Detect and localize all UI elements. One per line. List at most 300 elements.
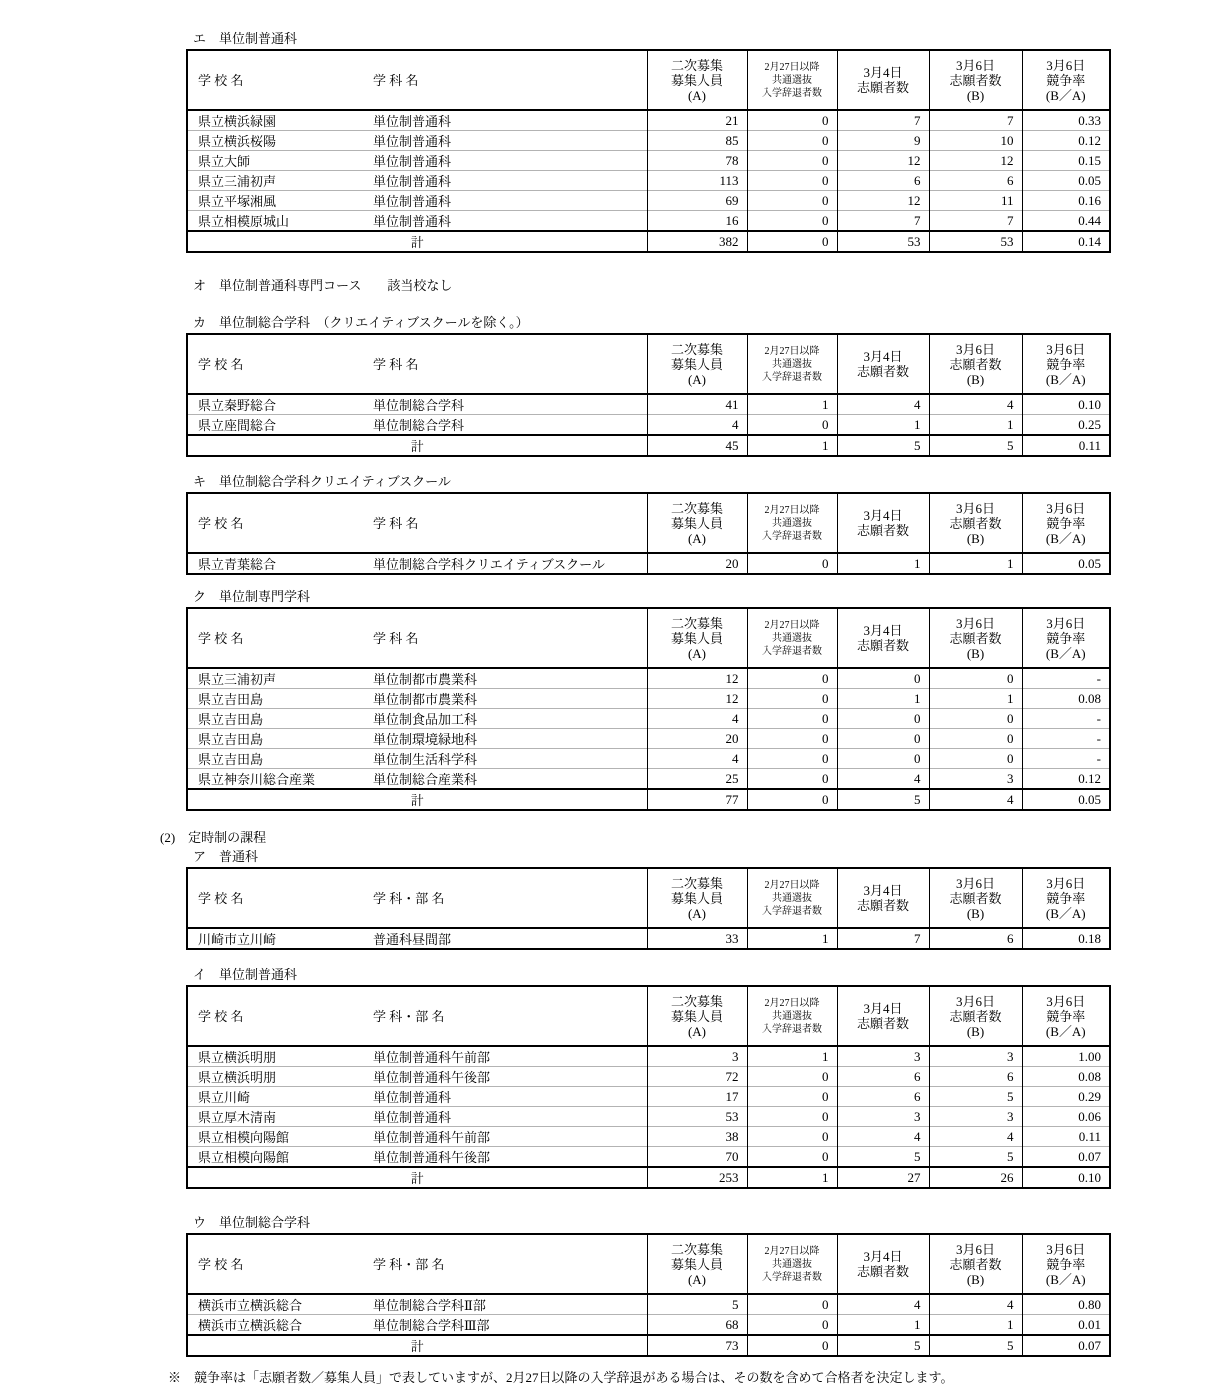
school-name: 県立横浜明朋 — [198, 1050, 277, 1065]
header-line: (A) — [687, 905, 707, 921]
cell-mar4: 5 — [837, 1147, 929, 1168]
cell-rate: - — [1022, 668, 1110, 689]
cell-mar6: 1 — [929, 415, 1022, 436]
header-withdraw — [747, 868, 837, 928]
school-name: 県立相模向陽館 — [198, 1150, 290, 1165]
total-row — [187, 1335, 1110, 1356]
total-withdraw: 0 — [747, 789, 837, 810]
header-rate — [1022, 334, 1110, 394]
cell-mar4: 7 — [837, 110, 929, 131]
header-line: 2月27日以降 — [764, 619, 820, 631]
header-dept-label: 学 科 名 — [373, 356, 419, 372]
cell-withdraw: 1 — [747, 1046, 837, 1067]
school-dept-cell — [187, 1147, 647, 1168]
header-line: 二次募集 — [670, 341, 723, 357]
table-row — [187, 110, 1110, 131]
cell-withdraw: 0 — [747, 1315, 837, 1336]
header-withdraw — [747, 1234, 837, 1294]
dept-name: 単位制普通科 — [373, 194, 452, 209]
header-line: 入学辞退者数 — [762, 1023, 822, 1035]
header-dept-label: 学 科・部 名 — [373, 890, 445, 906]
cell-mar6: 4 — [929, 1294, 1022, 1315]
cell-mar6: 11 — [929, 191, 1022, 211]
header-dept-label: 学 科 名 — [373, 630, 419, 646]
dept-name: 単位制普通科午前部 — [373, 1130, 491, 1145]
header-line: 3月6日 — [1046, 875, 1086, 891]
section-label: イ 単位制普通科 — [193, 967, 298, 982]
section-heading: (2) 定時制の課程 — [160, 830, 267, 845]
table-header-row — [187, 1234, 1110, 1294]
cell-withdraw: 0 — [747, 553, 837, 574]
dept-name: 単位制生活科学科 — [373, 752, 478, 767]
header-line: 3月6日 — [1046, 500, 1086, 516]
header-line: 競争率 — [1046, 72, 1086, 88]
table-row — [187, 1087, 1110, 1107]
school-dept-cell — [187, 1067, 647, 1087]
cell-recruit: 33 — [647, 928, 747, 949]
header-recruit — [647, 334, 747, 394]
cell-recruit: 12 — [647, 668, 747, 689]
header-line: 志願者数 — [949, 630, 1002, 646]
header-line: 2月27日以降 — [764, 61, 820, 73]
header-rate — [1022, 986, 1110, 1046]
cell-mar6: 0 — [929, 729, 1022, 749]
cell-withdraw: 0 — [747, 110, 837, 131]
dept-name: 単位制普通科午後部 — [373, 1070, 491, 1085]
header-line: (B) — [966, 530, 985, 546]
cell-mar4: 1 — [837, 553, 929, 574]
cell-mar4: 4 — [837, 769, 929, 790]
header-line: 入学辞退者数 — [762, 530, 822, 542]
dept-name: 単位制環境緑地科 — [373, 732, 478, 747]
cell-mar6: 3 — [929, 769, 1022, 790]
header-school-label: 学 校 名 — [198, 72, 244, 88]
header-line: 募集人員 — [670, 890, 723, 906]
table-row — [187, 928, 1110, 949]
cell-mar6: 0 — [929, 668, 1022, 689]
table-header-row — [187, 334, 1110, 394]
dept-name: 単位制普通科 — [373, 214, 452, 229]
cell-withdraw: 0 — [747, 171, 837, 191]
school-dept-cell — [187, 151, 647, 171]
cell-rate: 0.44 — [1022, 211, 1110, 232]
section-label: オ 単位制普通科専門コース 該当校なし — [193, 278, 453, 293]
cell-withdraw: 0 — [747, 415, 837, 436]
total-rate: 0.11 — [1022, 435, 1110, 456]
cell-mar4: 1 — [837, 689, 929, 709]
header-line: 3月6日 — [955, 1241, 995, 1257]
header-line: (B／A) — [1045, 87, 1086, 103]
header-line: (B) — [966, 87, 985, 103]
cell-rate: 0.08 — [1022, 689, 1110, 709]
table-row — [187, 1315, 1110, 1336]
cell-mar6: 12 — [929, 151, 1022, 171]
header-line: 3月6日 — [1046, 341, 1086, 357]
header-line: (B／A) — [1045, 1271, 1086, 1287]
cell-mar6: 5 — [929, 1147, 1022, 1168]
cell-withdraw: 0 — [747, 668, 837, 689]
school-dept-cell — [187, 928, 647, 949]
cell-withdraw: 0 — [747, 1107, 837, 1127]
total-rate: 0.05 — [1022, 789, 1110, 810]
header-line: 募集人員 — [670, 515, 723, 531]
dept-name: 単位制普通科 — [373, 1090, 452, 1105]
cell-rate: 0.15 — [1022, 151, 1110, 171]
school-name: 県立神奈川総合産業 — [198, 772, 316, 787]
cell-withdraw: 0 — [747, 191, 837, 211]
dept-name: 単位制総合学科Ⅱ部 — [373, 1298, 486, 1313]
header-line: (A) — [687, 87, 707, 103]
table-header-row — [187, 986, 1110, 1046]
header-line: 3月6日 — [1046, 615, 1086, 631]
header-line: 志願者数 — [949, 356, 1002, 372]
cell-recruit: 25 — [647, 769, 747, 790]
cell-recruit: 4 — [647, 415, 747, 436]
header-line: 共通選抜 — [772, 74, 812, 86]
header-line: 共通選抜 — [772, 1258, 812, 1270]
total-recruit: 73 — [647, 1335, 747, 1356]
table-row — [187, 211, 1110, 232]
cell-mar4: 12 — [837, 151, 929, 171]
total-withdraw: 1 — [747, 435, 837, 456]
table-row — [187, 553, 1110, 574]
header-applicants-mar6 — [929, 334, 1022, 394]
header-line: (B／A) — [1045, 905, 1086, 921]
table-row — [187, 191, 1110, 211]
cell-mar4: 1 — [837, 1315, 929, 1336]
table-row — [187, 1107, 1110, 1127]
cell-recruit: 20 — [647, 729, 747, 749]
cell-recruit: 17 — [647, 1087, 747, 1107]
header-line: 3月6日 — [955, 993, 995, 1009]
header-applicants-mar6 — [929, 493, 1022, 553]
table-row — [187, 1067, 1110, 1087]
school-dept-cell — [187, 709, 647, 729]
header-school-label: 学 校 名 — [198, 890, 244, 906]
table-row — [187, 1147, 1110, 1168]
cell-mar4: 7 — [837, 211, 929, 232]
header-withdraw — [747, 608, 837, 668]
cell-withdraw: 0 — [747, 1087, 837, 1107]
total-label-cell: 計 — [187, 1167, 647, 1188]
header-line: 志願者数 — [856, 898, 909, 913]
header-line: 二次募集 — [670, 1241, 723, 1257]
total-mar6: 5 — [929, 435, 1022, 456]
cell-mar4: 4 — [837, 394, 929, 415]
header-applicants-mar6 — [929, 868, 1022, 928]
total-label-cell: 計 — [187, 789, 647, 810]
table-row — [187, 749, 1110, 769]
footnote: ※ 競争率は「志願者数／募集人員」で表していますが、2月27日以降の入学辞退がある場合は、その数を含めて合格者を決定します。 — [168, 1370, 954, 1385]
cell-recruit: 78 — [647, 151, 747, 171]
header-line: (B／A) — [1045, 645, 1086, 661]
total-rate: 0.10 — [1022, 1167, 1110, 1188]
header-line: 3月4日 — [863, 623, 903, 638]
cell-mar6: 0 — [929, 709, 1022, 729]
cell-rate: - — [1022, 709, 1110, 729]
cell-withdraw: 0 — [747, 709, 837, 729]
table-header-row — [187, 50, 1110, 110]
admissions-table — [186, 607, 1111, 811]
table-row — [187, 729, 1110, 749]
cell-mar6: 7 — [929, 211, 1022, 232]
cell-mar6: 3 — [929, 1107, 1022, 1127]
header-line: 志願者数 — [856, 1016, 909, 1031]
header-school-dept — [187, 50, 647, 110]
dept-name: 単位制食品加工科 — [373, 712, 478, 727]
cell-recruit: 85 — [647, 131, 747, 151]
header-applicants-mar4 — [837, 50, 929, 110]
school-name: 県立吉田島 — [198, 712, 264, 727]
table-row — [187, 668, 1110, 689]
cell-recruit: 12 — [647, 689, 747, 709]
cell-rate: 0.01 — [1022, 1315, 1110, 1336]
header-line: 競争率 — [1046, 515, 1086, 531]
header-applicants-mar6 — [929, 50, 1022, 110]
school-name: 県立相模向陽館 — [198, 1130, 290, 1145]
total-withdraw: 1 — [747, 1167, 837, 1188]
header-school-label: 学 校 名 — [198, 515, 244, 531]
header-applicants-mar6 — [929, 608, 1022, 668]
cell-withdraw: 0 — [747, 1067, 837, 1087]
header-line: 競争率 — [1046, 890, 1086, 906]
school-name: 県立平塚湘風 — [198, 194, 277, 209]
header-line: 2月27日以降 — [764, 345, 820, 357]
cell-mar4: 12 — [837, 191, 929, 211]
cell-recruit: 69 — [647, 191, 747, 211]
school-dept-cell — [187, 1107, 647, 1127]
cell-withdraw: 0 — [747, 729, 837, 749]
table-row — [187, 769, 1110, 790]
cell-rate: 1.00 — [1022, 1046, 1110, 1067]
cell-mar6: 4 — [929, 394, 1022, 415]
dept-name: 単位制普通科午前部 — [373, 1050, 491, 1065]
header-line: 3月4日 — [863, 65, 903, 80]
header-line: (A) — [687, 1023, 707, 1039]
cell-recruit: 20 — [647, 553, 747, 574]
table-row — [187, 394, 1110, 415]
school-name: 県立相模原城山 — [198, 214, 290, 229]
total-label-cell: 計 — [187, 435, 647, 456]
school-name: 川崎市立川崎 — [198, 932, 277, 947]
dept-name: 単位制総合産業科 — [373, 772, 478, 787]
school-name: 県立横浜桜陽 — [198, 134, 277, 149]
cell-recruit: 4 — [647, 709, 747, 729]
school-name: 県立横浜緑園 — [198, 114, 277, 129]
section-label: エ 単位制普通科 — [193, 31, 298, 46]
total-recruit: 45 — [647, 435, 747, 456]
header-school-label: 学 校 名 — [198, 356, 244, 372]
section-label: ク 単位制専門学科 — [193, 589, 311, 604]
total-mar4: 5 — [837, 1335, 929, 1356]
header-line: 競争率 — [1046, 1008, 1086, 1024]
header-line: (A) — [687, 645, 707, 661]
school-dept-cell — [187, 553, 647, 574]
header-line: 3月4日 — [863, 1001, 903, 1016]
header-recruit — [647, 50, 747, 110]
header-dept-label: 学 科・部 名 — [373, 1256, 445, 1272]
cell-mar6: 1 — [929, 689, 1022, 709]
school-dept-cell — [187, 211, 647, 232]
header-line: 3月4日 — [863, 349, 903, 364]
cell-withdraw: 0 — [747, 1147, 837, 1168]
table-row — [187, 415, 1110, 436]
school-name: 県立座間総合 — [198, 418, 277, 433]
table-row — [187, 131, 1110, 151]
cell-rate: 0.05 — [1022, 171, 1110, 191]
admissions-table — [186, 333, 1111, 457]
cell-mar4: 4 — [837, 1294, 929, 1315]
header-line: (B／A) — [1045, 1023, 1086, 1039]
header-line: 共通選抜 — [772, 632, 812, 644]
header-line: 3月6日 — [955, 615, 995, 631]
header-school-dept — [187, 986, 647, 1046]
cell-mar6: 6 — [929, 1067, 1022, 1087]
header-rate — [1022, 608, 1110, 668]
cell-rate: 0.80 — [1022, 1294, 1110, 1315]
header-rate — [1022, 1234, 1110, 1294]
header-line: 2月27日以降 — [764, 1245, 820, 1257]
dept-name: 単位制都市農業科 — [373, 692, 478, 707]
header-line: 志願者数 — [856, 523, 909, 538]
header-line: 共通選抜 — [772, 358, 812, 370]
total-row — [187, 1167, 1110, 1188]
header-withdraw — [747, 50, 837, 110]
header-rate — [1022, 493, 1110, 553]
total-mar6: 53 — [929, 231, 1022, 252]
header-line: 二次募集 — [670, 615, 723, 631]
header-line: 2月27日以降 — [764, 879, 820, 891]
header-applicants-mar4 — [837, 334, 929, 394]
cell-recruit: 68 — [647, 1315, 747, 1336]
total-mar4: 53 — [837, 231, 929, 252]
header-line: (B／A) — [1045, 371, 1086, 387]
header-line: 2月27日以降 — [764, 997, 820, 1009]
cell-mar4: 0 — [837, 749, 929, 769]
total-label-cell: 計 — [187, 231, 647, 252]
header-line: 二次募集 — [670, 500, 723, 516]
header-line: 募集人員 — [670, 72, 723, 88]
cell-withdraw: 0 — [747, 1127, 837, 1147]
table-header-row — [187, 493, 1110, 553]
header-school-dept — [187, 1234, 647, 1294]
cell-recruit: 72 — [647, 1067, 747, 1087]
cell-rate: 0.12 — [1022, 769, 1110, 790]
dept-name: 単位制都市農業科 — [373, 672, 478, 687]
dept-name: 普通科昼間部 — [373, 932, 452, 947]
cell-rate: 0.06 — [1022, 1107, 1110, 1127]
header-school-dept — [187, 493, 647, 553]
table-row — [187, 1046, 1110, 1067]
header-line: 入学辞退者数 — [762, 905, 822, 917]
header-line: 募集人員 — [670, 1256, 723, 1272]
header-line: 志願者数 — [856, 1264, 909, 1279]
header-line: (B／A) — [1045, 530, 1086, 546]
header-school-label: 学 校 名 — [198, 630, 244, 646]
header-dept-label: 学 科・部 名 — [373, 1008, 445, 1024]
header-line: (B) — [966, 905, 985, 921]
school-dept-cell — [187, 394, 647, 415]
total-recruit: 253 — [647, 1167, 747, 1188]
header-line: 二次募集 — [670, 57, 723, 73]
school-name: 県立三浦初声 — [198, 672, 277, 687]
cell-recruit: 70 — [647, 1147, 747, 1168]
cell-recruit: 21 — [647, 110, 747, 131]
school-dept-cell — [187, 1127, 647, 1147]
cell-mar4: 7 — [837, 928, 929, 949]
school-name: 県立大師 — [198, 154, 251, 169]
cell-rate: 0.25 — [1022, 415, 1110, 436]
school-dept-cell — [187, 749, 647, 769]
total-mar4: 5 — [837, 789, 929, 810]
cell-withdraw: 1 — [747, 928, 837, 949]
header-school-label: 学 校 名 — [198, 1008, 244, 1024]
header-line: 志願者数 — [949, 72, 1002, 88]
header-applicants-mar4 — [837, 608, 929, 668]
cell-recruit: 4 — [647, 749, 747, 769]
header-dept-label: 学 科 名 — [373, 515, 419, 531]
total-withdraw: 0 — [747, 1335, 837, 1356]
cell-withdraw: 0 — [747, 131, 837, 151]
section-label: カ 単位制総合学科 （クリエイティブスクールを除く。） — [193, 315, 529, 330]
school-dept-cell — [187, 1294, 647, 1315]
header-line: 共通選抜 — [772, 1010, 812, 1022]
header-line: 3月6日 — [1046, 993, 1086, 1009]
header-line: 競争率 — [1046, 356, 1086, 372]
cell-rate: 0.10 — [1022, 394, 1110, 415]
cell-mar6: 3 — [929, 1046, 1022, 1067]
cell-recruit: 41 — [647, 394, 747, 415]
header-line: 入学辞退者数 — [762, 87, 822, 99]
total-row — [187, 789, 1110, 810]
header-line: 共通選抜 — [772, 517, 812, 529]
school-dept-cell — [187, 131, 647, 151]
header-school-dept — [187, 608, 647, 668]
school-name: 県立吉田島 — [198, 752, 264, 767]
total-row — [187, 231, 1110, 252]
school-name: 県立吉田島 — [198, 692, 264, 707]
cell-mar6: 6 — [929, 928, 1022, 949]
cell-rate: 0.18 — [1022, 928, 1110, 949]
total-mar6: 5 — [929, 1335, 1022, 1356]
dept-name: 単位制総合学科クリエイティブスクール — [373, 557, 605, 572]
header-line: 競争率 — [1046, 1256, 1086, 1272]
header-recruit — [647, 608, 747, 668]
header-recruit — [647, 493, 747, 553]
total-withdraw: 0 — [747, 231, 837, 252]
cell-withdraw: 0 — [747, 151, 837, 171]
cell-rate: 0.05 — [1022, 553, 1110, 574]
header-school-dept — [187, 334, 647, 394]
cell-recruit: 3 — [647, 1046, 747, 1067]
header-withdraw — [747, 493, 837, 553]
dept-name: 単位制総合学科Ⅲ部 — [373, 1318, 490, 1333]
table-row — [187, 1294, 1110, 1315]
table-header-row — [187, 868, 1110, 928]
cell-withdraw: 0 — [747, 769, 837, 790]
header-line: 3月6日 — [1046, 1241, 1086, 1257]
cell-withdraw: 0 — [747, 211, 837, 232]
cell-recruit: 113 — [647, 171, 747, 191]
header-line: 募集人員 — [670, 630, 723, 646]
cell-mar4: 0 — [837, 709, 929, 729]
total-row — [187, 435, 1110, 456]
header-line: 3月6日 — [955, 875, 995, 891]
dept-name: 単位制総合学科 — [373, 398, 465, 413]
header-line: 入学辞退者数 — [762, 1271, 822, 1283]
school-name: 横浜市立横浜総合 — [198, 1318, 303, 1333]
school-dept-cell — [187, 668, 647, 689]
